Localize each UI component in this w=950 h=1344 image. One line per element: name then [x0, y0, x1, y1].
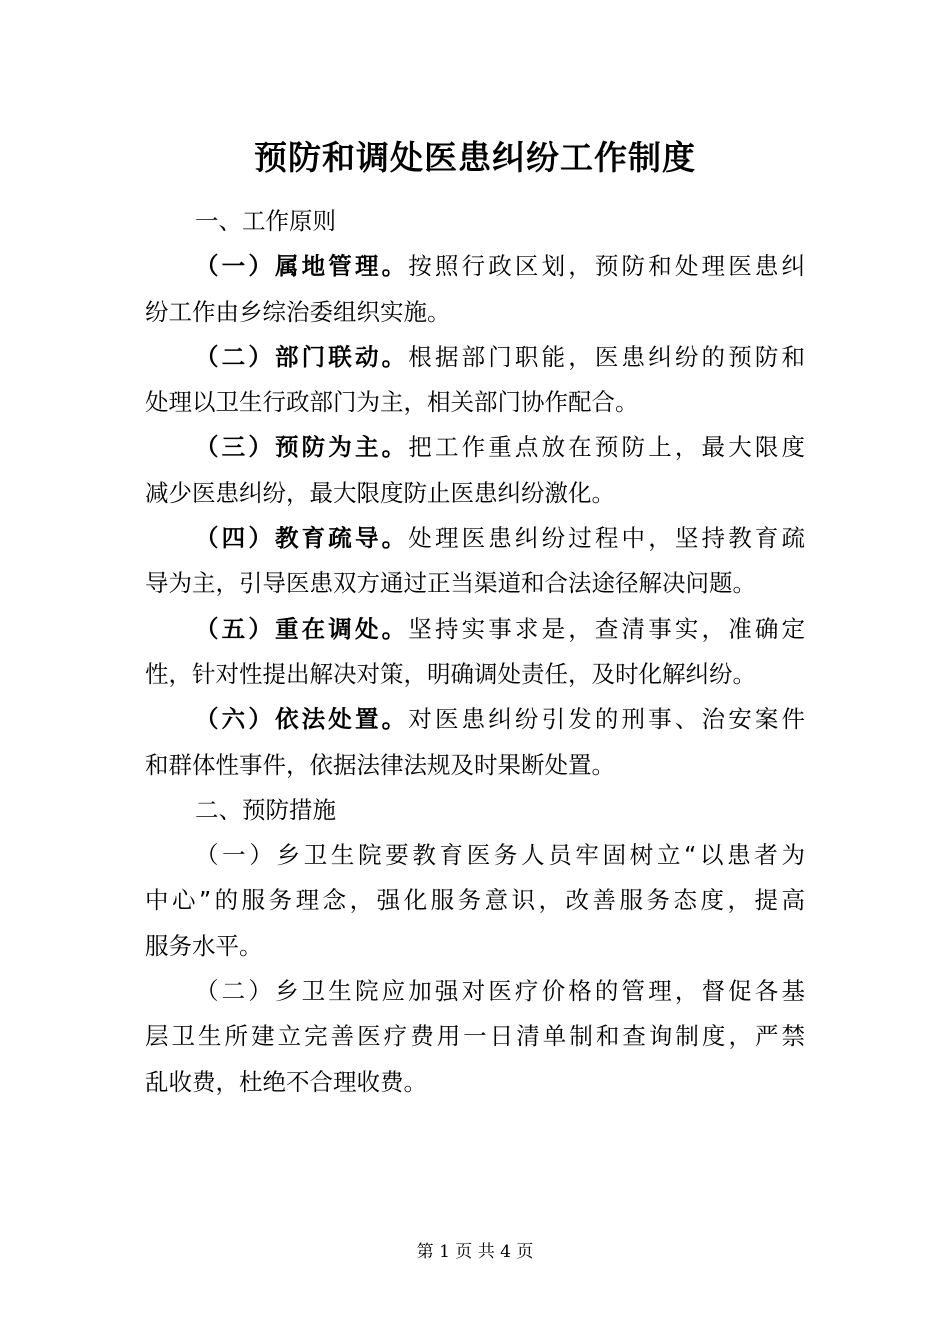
paragraph-line: 导为主，引导医患双方通过正当渠道和合法途径解决问题。: [145, 569, 756, 598]
document-title: 预防和调处医患纠纷工作制度: [254, 138, 696, 177]
principle-item: [145, 607, 805, 698]
paragraph-line: [145, 244, 805, 289]
principle-text: 坚持实事求是，查清事实，准确定: [408, 614, 806, 643]
section-heading: 二、预防措施: [195, 795, 336, 824]
paragraph-line: 纷工作由乡综治委组织实施。: [145, 297, 451, 326]
principle-text: 把工作重点放在预防上，最大限度: [408, 433, 806, 462]
principle-text: 对医患纠纷引发的刑事、治安案件: [408, 705, 806, 734]
principle-label: （四）教育疏导。: [195, 524, 409, 553]
principle-item: [145, 697, 805, 788]
principle-text: 按照行政区划，预防和处理医患纠: [408, 252, 806, 281]
section-heading: 一、工作原则: [195, 207, 336, 235]
paragraph-line: 中心”的服务理念，强化服务意识，改善服务态度，提高: [145, 886, 805, 915]
paragraph-line: 减少医患纠纷，最大限度防止医患纠纷激化。: [145, 478, 615, 507]
paragraph-line: 服务水平。: [145, 931, 263, 960]
principle-label: （二）部门联动。: [195, 342, 409, 371]
paragraph-line: [145, 425, 805, 470]
paragraph-line: 乱收费，杜绝不合理收费。: [145, 1067, 427, 1096]
principle-label: （五）重在调处。: [195, 614, 409, 643]
paragraph-line: 层卫生所建立完善医疗费用一日清单制和查询制度，严禁: [145, 1022, 805, 1051]
principle-text: 处理医患纠纷过程中，坚持教育疏: [408, 524, 806, 553]
paragraph-line: （一）乡卫生院要教育医务人员牢固树立“以患者为: [195, 841, 805, 870]
measure-item: [145, 833, 805, 969]
principle-item: [145, 244, 805, 335]
paragraph-line: [145, 697, 805, 742]
principle-label: （一）属地管理。: [195, 252, 409, 281]
page-number: 第 1 页 共 4 页: [416, 1242, 534, 1262]
measure-item: [145, 969, 805, 1105]
principle-label: （三）预防为主。: [195, 433, 409, 462]
principle-label: （六）依法处置。: [195, 705, 409, 734]
principle-item: [145, 516, 805, 607]
principle-item: [145, 335, 805, 426]
principle-item: [145, 425, 805, 516]
paragraph-line: （二）乡卫生院应加强对医疗价格的管理，督促各基: [195, 977, 805, 1006]
paragraph-line: [145, 516, 805, 561]
paragraph-line: 性，针对性提出解决对策，明确调处责任，及时化解纠纷。: [145, 659, 756, 688]
paragraph-line: [145, 607, 805, 652]
paragraph-line: 和群体性事件，依据法律法规及时果断处置。: [145, 750, 615, 779]
principle-text: 根据部门职能，医患纠纷的预防和: [408, 342, 806, 371]
document-body: [145, 199, 805, 1105]
paragraph-line: 处理以卫生行政部门为主，相关部门协作配合。: [145, 388, 639, 417]
paragraph-line: [145, 335, 805, 380]
